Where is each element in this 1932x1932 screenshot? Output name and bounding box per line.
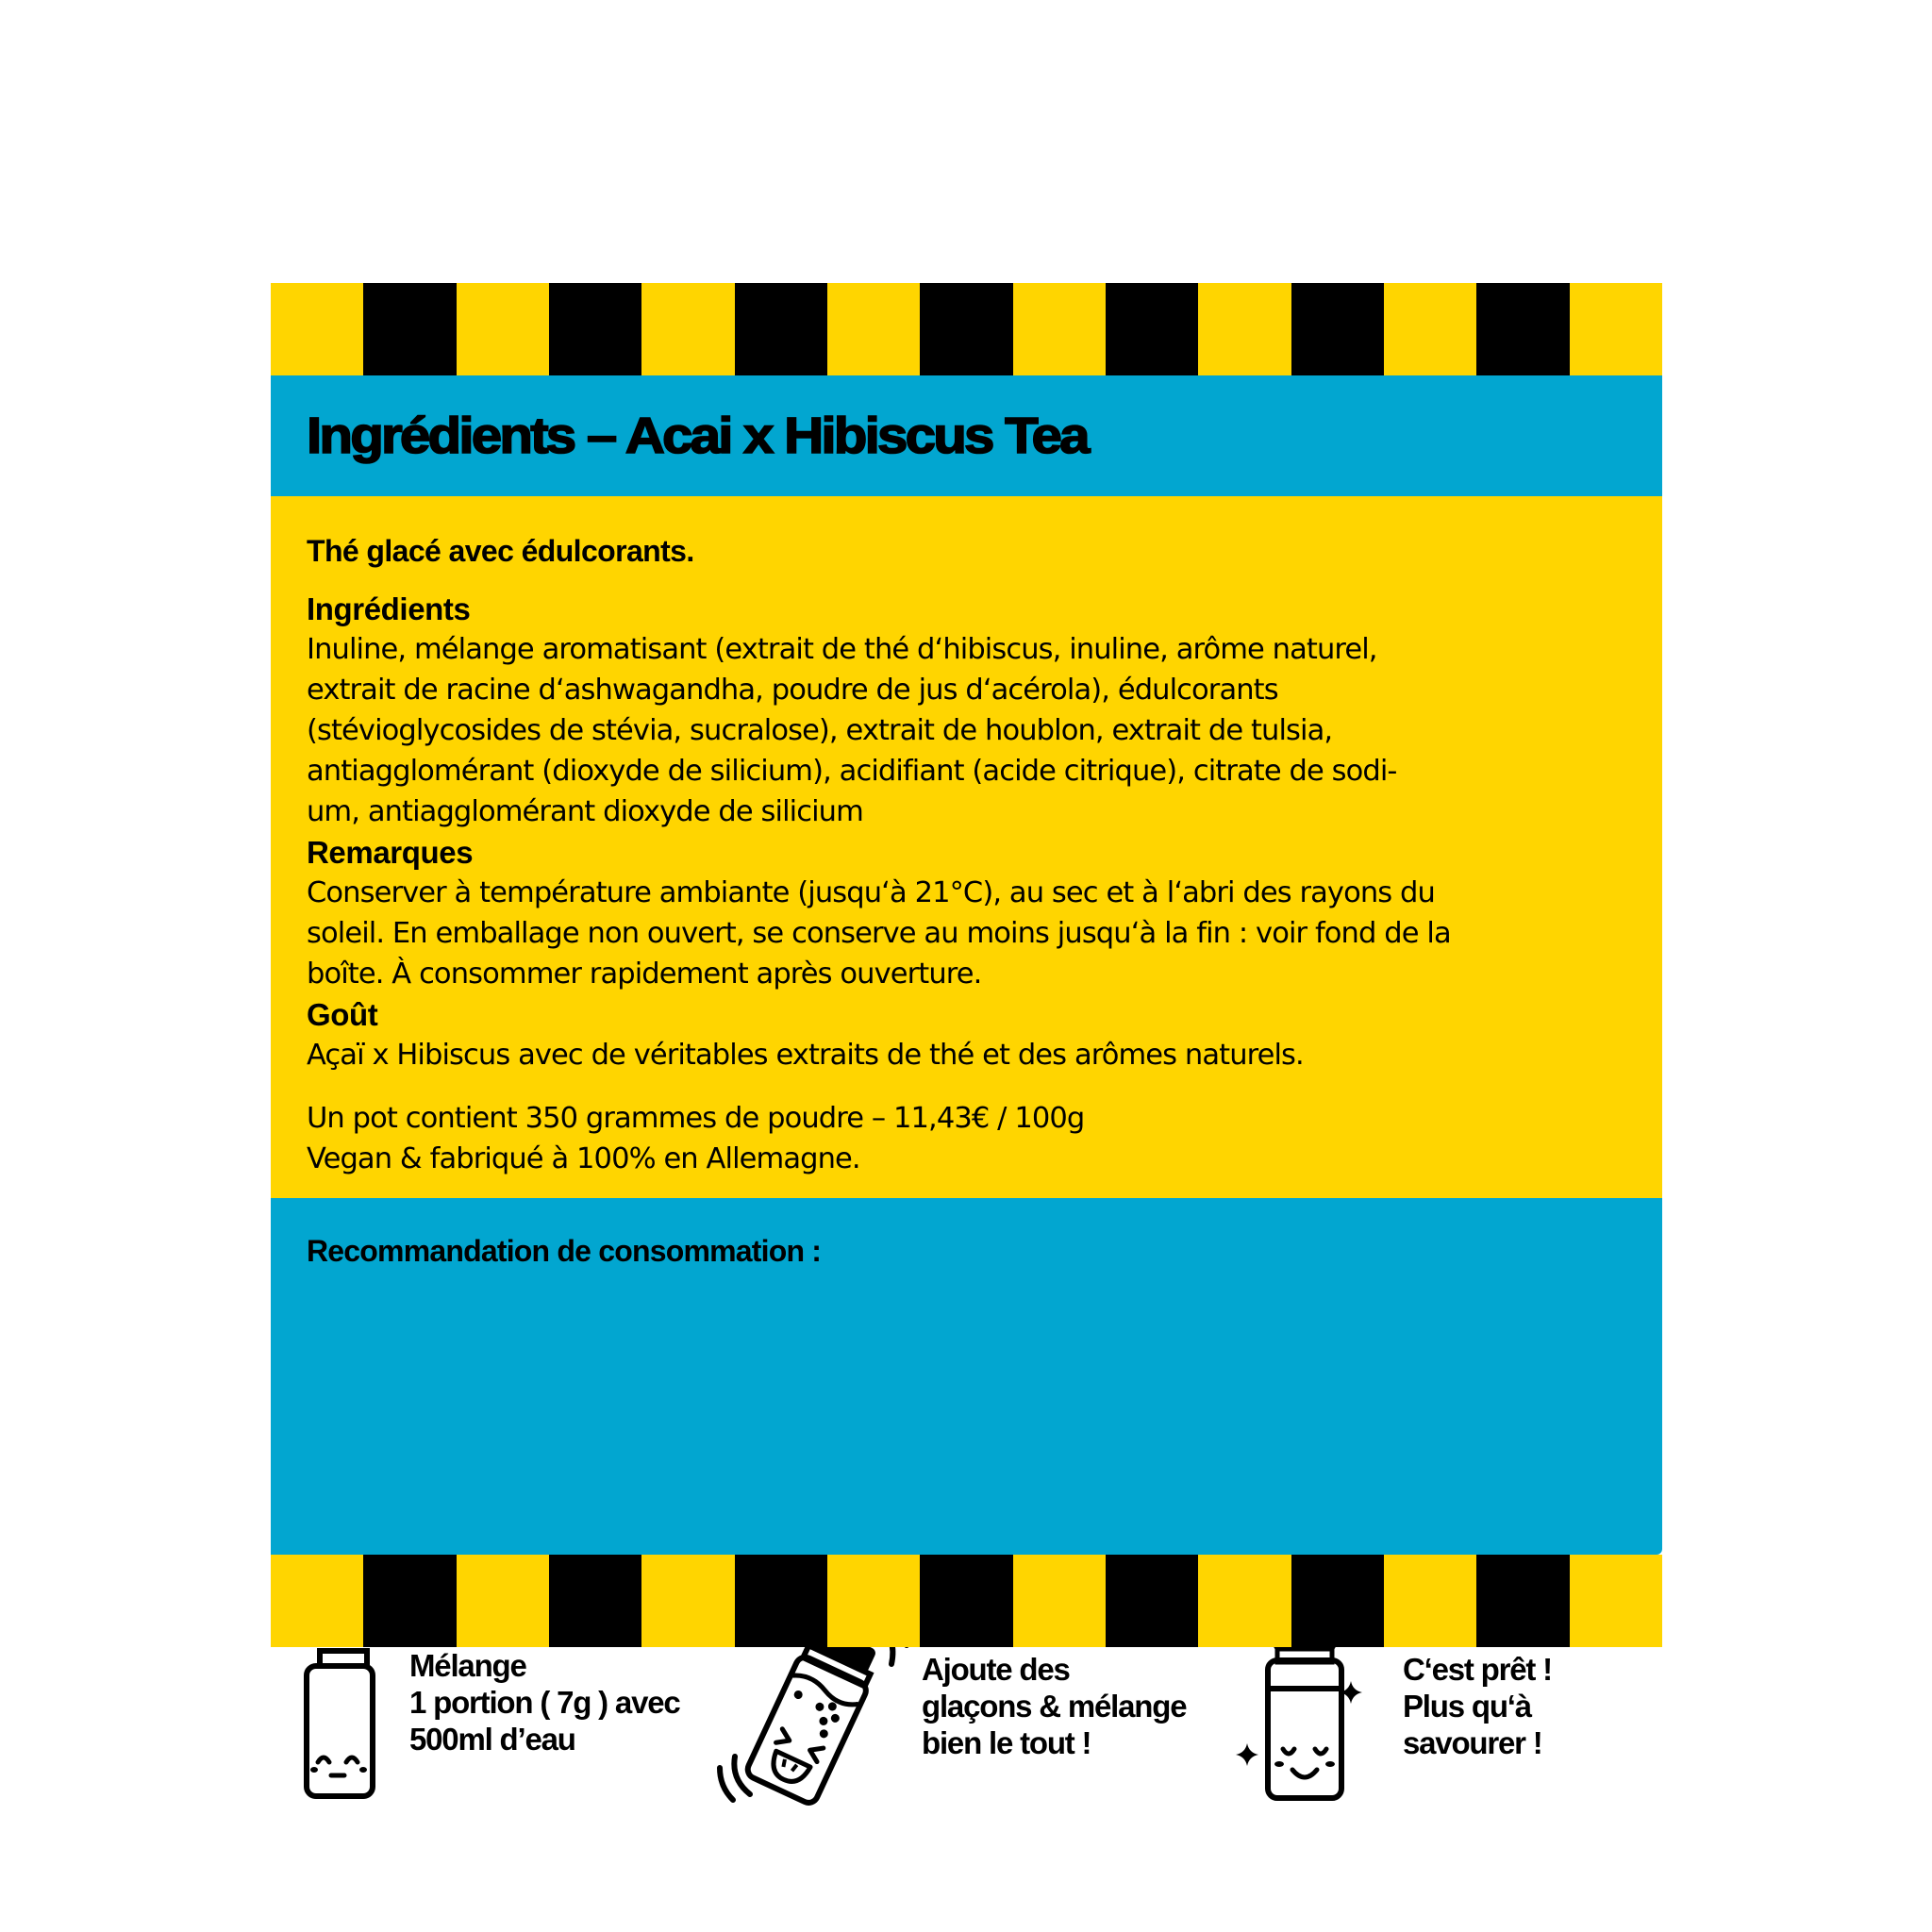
text-line: Inuline, mélange aromatisant (extrait de thé d‘hibiscus, inuline, arôme naturel, (307, 633, 1377, 666)
text-line: Açaï x Hibiscus avec de véritables extraits de thé et des arômes naturels. (307, 1039, 1304, 1072)
text-line: um, antiagglomérant dioxyde de silicium (307, 795, 863, 828)
stripe-yellow (827, 283, 920, 375)
step-text (1403, 1651, 1552, 1761)
stripe-yellow (1198, 283, 1291, 375)
stripe-yellow (1570, 283, 1662, 375)
section-text (307, 873, 1637, 994)
step-line: Ajoute des (922, 1652, 1070, 1687)
title-band (271, 375, 1662, 496)
origin-line: Vegan & fabriqué à 100% en Allemagne. (307, 1142, 860, 1175)
section-heading: Remarques (307, 835, 474, 870)
text-line: boîte. À consommer rapidement après ouverture. (307, 958, 982, 991)
stripe-black (1291, 1555, 1384, 1647)
stripe-yellow (1013, 283, 1106, 375)
stripe-black (735, 283, 827, 375)
text-line: (stévioglycosides de stévia, sucralose), extrait de houblon, extrait de tulsia, (307, 714, 1333, 747)
product-subtitle: Thé glacé avec édulcorants. (307, 534, 694, 568)
stripe-yellow (457, 283, 549, 375)
section-text (307, 629, 1637, 832)
stripe-black (920, 1555, 1012, 1647)
stripe-black (549, 1555, 641, 1647)
section-ingredients (307, 589, 1637, 832)
step-text (922, 1651, 1186, 1761)
stripe-yellow (1384, 1555, 1476, 1647)
section-heading: Goût (307, 997, 378, 1032)
stripe-yellow (1384, 283, 1476, 375)
stripe-black (1291, 283, 1384, 375)
recommendation-heading: Recommandation de consommation : (307, 1234, 822, 1268)
stripe-yellow (641, 1555, 734, 1647)
section-text (307, 1035, 1637, 1075)
stripe-black (920, 283, 1012, 375)
stripe-yellow (1013, 1555, 1106, 1647)
section-taste (307, 994, 1637, 1075)
stripe-yellow (271, 1555, 363, 1647)
stripe-black (1106, 283, 1198, 375)
step-line: C‘est prêt ! (1403, 1652, 1552, 1687)
section-remarks (307, 832, 1637, 994)
step-line: Mélange (409, 1648, 526, 1683)
bottom-stripe-band (271, 1555, 1662, 1647)
stripe-black (1476, 1555, 1569, 1647)
step-line: savourer ! (1403, 1725, 1542, 1760)
stripe-yellow (271, 283, 363, 375)
stripe-yellow (1198, 1555, 1291, 1647)
content-price-line: Un pot contient 350 grammes de poudre – 11,43€ / 100g (307, 1102, 1085, 1135)
page-title: Ingrédients – Acai x Hibiscus Tea (307, 408, 1088, 464)
step-line: 500ml d’eau (409, 1722, 575, 1757)
product-footer (307, 1098, 1637, 1179)
stripe-yellow (641, 283, 734, 375)
stripe-yellow (457, 1555, 549, 1647)
stripe-black (363, 1555, 456, 1647)
stripe-yellow (827, 1555, 920, 1647)
stripe-yellow (1570, 1555, 1662, 1647)
text-line: Conserver à température ambiante (jusqu‘à 21°C), au sec et à l‘abri des rayons du (307, 876, 1435, 909)
text-line: antiagglomérant (dioxyde de silicium), acidifiant (acide citrique), citrate de sodi- (307, 755, 1397, 788)
text-line: soleil. En emballage non ouvert, se conserve au moins jusqu‘à la fin : voir fond de la (307, 917, 1451, 950)
stripe-black (1106, 1555, 1198, 1647)
step-line: glaçons & mélange (922, 1689, 1187, 1724)
text-line: extrait de racine d‘ashwagandha, poudre de jus d‘acérola), édulcorants (307, 674, 1278, 707)
step-line: bien le tout ! (922, 1725, 1091, 1760)
section-heading: Ingrédients (307, 591, 471, 626)
step-line: 1 portion ( 7g ) avec (409, 1685, 680, 1720)
ingredients-panel (271, 496, 1662, 1198)
ingredients-card (271, 283, 1662, 1760)
stripe-black (363, 283, 456, 375)
stripe-black (549, 283, 641, 375)
step-text (409, 1647, 680, 1757)
step-line: Plus qu‘à (1403, 1689, 1531, 1724)
stripe-black (1476, 283, 1569, 375)
stripe-black (735, 1555, 827, 1647)
recommendation-panel (271, 1198, 1662, 1760)
top-stripe-band (271, 283, 1662, 375)
